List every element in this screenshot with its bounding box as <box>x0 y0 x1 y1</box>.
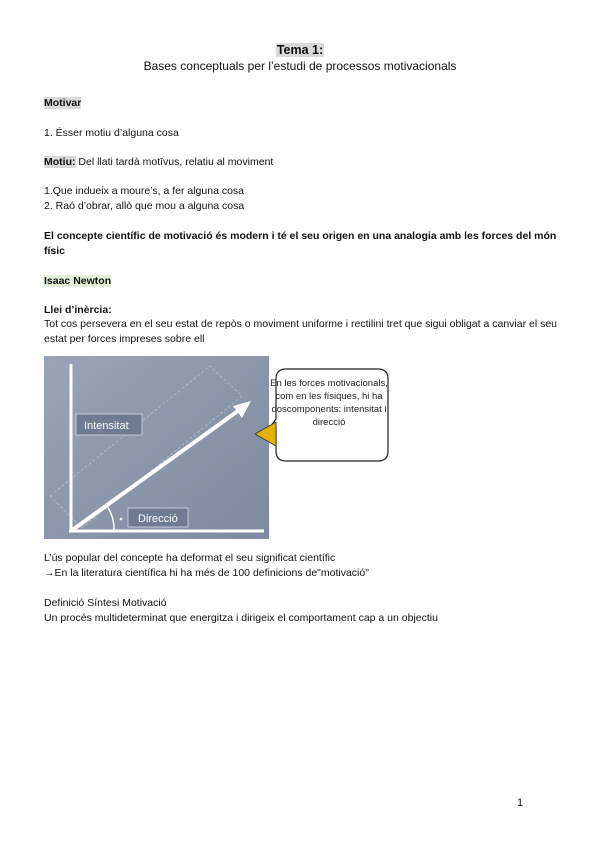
title-block <box>0 43 600 73</box>
motiu-line <box>44 155 273 170</box>
popular-line-1: L’ús popular del concepte ha deformat el seu significat científic <box>44 552 336 564</box>
motivar-def-1: 1. Ésser motiu d’alguna cosa <box>44 127 179 139</box>
page-title: Tema 1: <box>276 43 324 57</box>
motiu-text: Del llati tardà motīvus, relatiu al moviment <box>75 156 274 168</box>
angle-dot <box>120 518 123 521</box>
law-title: Llei d’inèrcia: <box>44 304 112 316</box>
popular-line-2: →En la literatura científica hi ha més de 100 definicions de"motivació" <box>44 567 369 579</box>
motiu-label: Motiu: <box>44 156 76 168</box>
motiu-def-1: 1.Que indueix a moure’s, a fer alguna cosa <box>44 185 245 197</box>
motivar-heading-line <box>44 96 81 111</box>
page-number: 1 <box>517 797 524 809</box>
page-subtitle: Bases conceptuals per l’estudi de processos motivacionals <box>143 59 457 73</box>
force-diagram <box>44 356 269 539</box>
synthesis-text: Un procés multideterminat que energitza i dirigeix el comportament cap a un objectiu <box>44 612 438 624</box>
motivar-heading: Motivar <box>44 97 82 109</box>
intensity-label: Intensitat <box>84 420 129 432</box>
motiu-def-2: 2. Raó d’obrar, allò que mou a alguna cosa <box>44 200 245 212</box>
callout-text: En les forces motivacionals, com en les físiques, hi ha doscomponents: intensitat i direcció <box>270 378 388 428</box>
direction-label: Direcció <box>138 513 178 525</box>
newton-heading: Isaac Newton <box>44 275 112 287</box>
force-diagram-svg <box>44 356 269 539</box>
law-text: Tot cos persevera en el seu estat de repòs o moviment uniforme i rectilini tret que sigui obligat a canviar el seu estat per forces impreses sobre ell <box>44 318 558 345</box>
scientific-statement: El concepte científic de motivació és modern i té el seu origen en una analogia amb les forces del món físic <box>44 230 557 257</box>
synthesis-title: Definició Síntesi Motivació <box>44 597 167 609</box>
newton-heading-line <box>44 274 111 289</box>
